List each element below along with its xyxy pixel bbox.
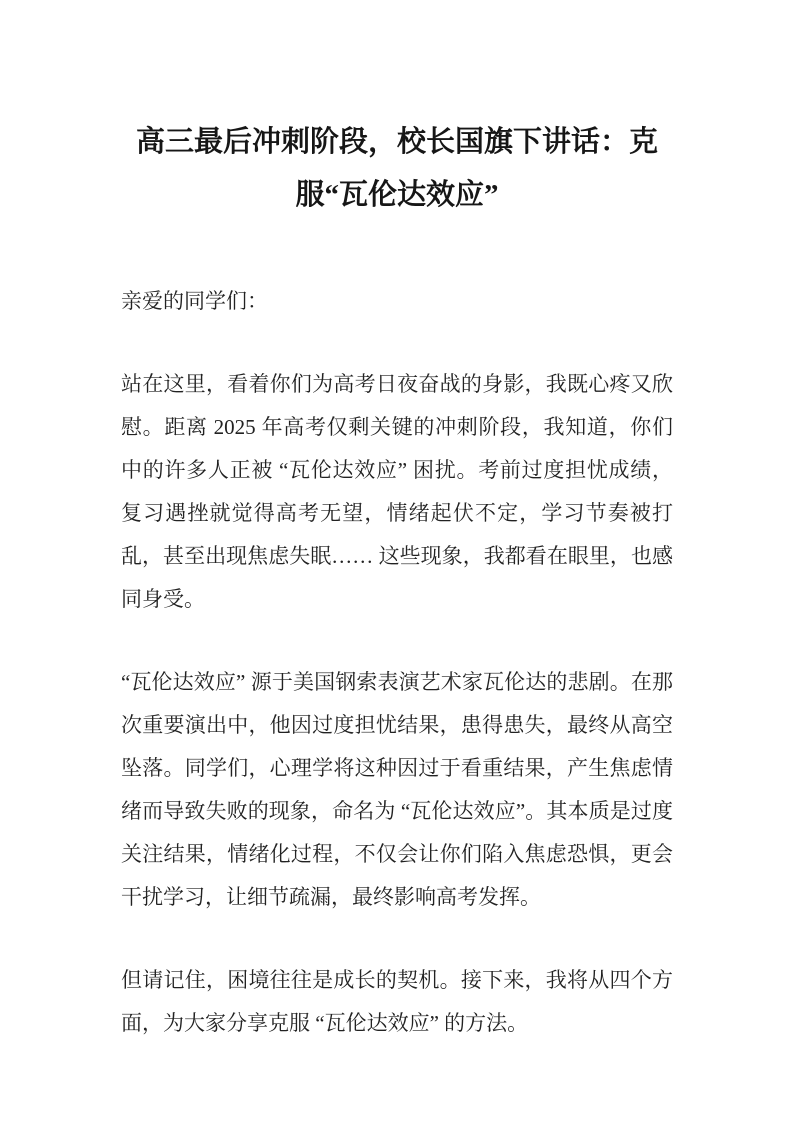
- paragraph-walenda-origin: “瓦伦达效应” 源于美国钢索表演艺术家瓦伦达的悲剧。在那次重要演出中，他因过度担忧结果，患得患失，最终从高空坠落。同学们，心理学将这种因过于看重结果，产生焦虑情绪而导致失败的现象，命名为 “瓦伦达效应”。其本质是过度关注结果，情绪化过程，不仅会让你们陷入焦虑恐惧，更会干扰学习，让细节疏漏，最终影响高考发挥。: [121, 670, 673, 909]
- salutation: 亲爱的同学们：: [121, 289, 268, 313]
- document-title: 高三最后冲刺阶段，校长国旗下讲话：克服“瓦伦达效应”: [135, 126, 658, 211]
- document-body: [121, 280, 673, 1045]
- paragraph-intro: 站在这里，看着你们为高考日夜奋战的身影，我既心疼又欣慰。距离 2025 年高考仅剩关键的冲刺阶段，我知道，你们中的许多人正被 “瓦伦达效应” 困扰。考前过度担忧成绩，复习遇挫就觉得高考无望，情绪起伏不定，学习节奏被打乱，甚至出现焦虑失眠…… 这些现象，我都看在眼里，也感同身受。: [121, 372, 673, 611]
- paragraph-closing: 但请记住，困境往往是成长的契机。接下来，我将从四个方面，为大家分享克服 “瓦伦达效应” 的方法。: [121, 968, 673, 1035]
